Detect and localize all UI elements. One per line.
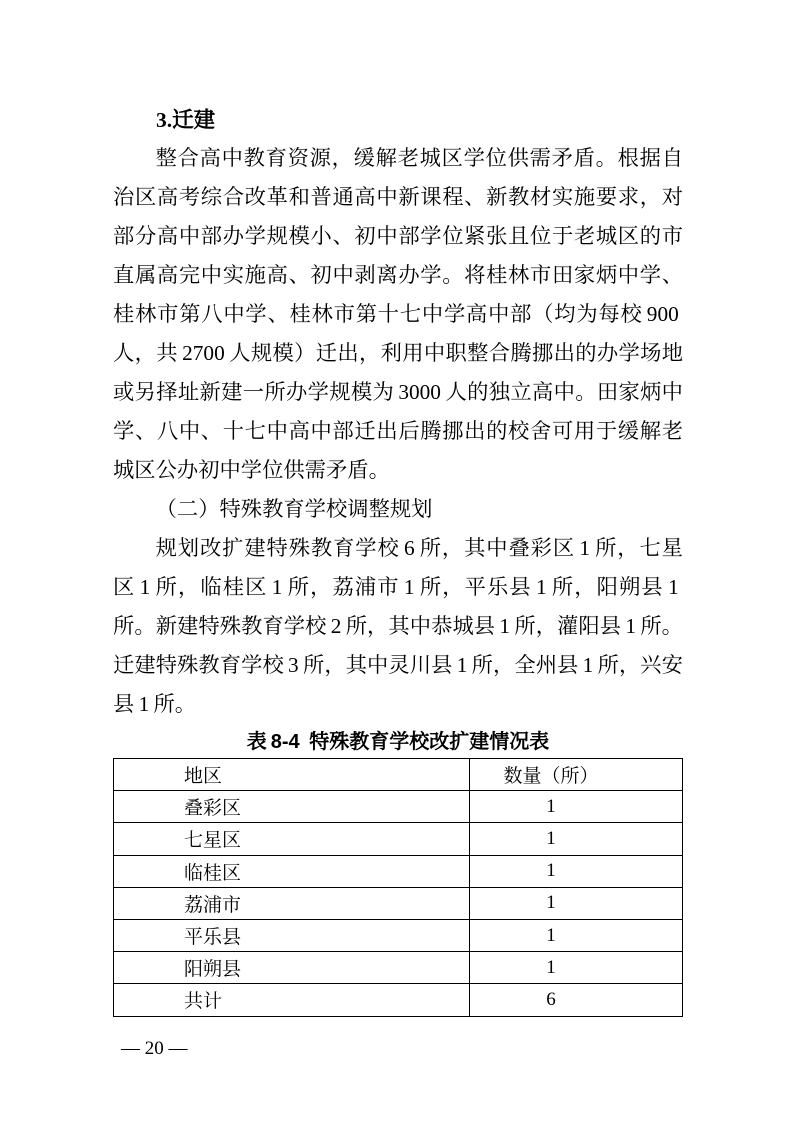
page-content — [113, 101, 683, 1017]
table-row — [114, 791, 683, 823]
page-number: — 20 — — [121, 1038, 188, 1059]
subsection-heading: （二）特殊教育学校调整规划 — [155, 497, 433, 521]
region-cell: 叠彩区 — [114, 791, 470, 823]
column-header-region: 地区 — [114, 759, 470, 791]
table-row — [114, 823, 683, 855]
column-header-count: 数量（所） — [470, 759, 683, 791]
special-education-table — [113, 758, 683, 1017]
table-row — [114, 952, 683, 984]
count-cell: 6 — [470, 984, 683, 1016]
section-heading: 3.迁建 — [156, 108, 216, 132]
count-cell: 1 — [470, 952, 683, 984]
table-row — [114, 855, 683, 887]
count-cell: 1 — [470, 823, 683, 855]
paragraph-special-education: 规划改扩建特殊教育学校 6 所，其中叠彩区 1 所，七星区 1 所，临桂区 1 所，荔浦市 1 所，平乐县 1 所，阳朔县 1所。新建特殊教育学校 2 所，其中恭城县 1 所，灌阳县 1 所。迁建特殊教育学校 3 所，其中灵川县 1 所，全州县 1 所，兴安县 1 所。 — [113, 536, 683, 716]
table-title: 表 8-4 特殊教育学校改扩建情况表 — [246, 731, 550, 753]
table-header-row — [114, 759, 683, 791]
table-row — [114, 919, 683, 951]
region-cell: 共计 — [114, 984, 470, 1016]
count-cell: 1 — [470, 855, 683, 887]
count-cell: 1 — [470, 919, 683, 951]
table-row — [114, 887, 683, 919]
table-row — [114, 984, 683, 1016]
region-cell: 临桂区 — [114, 855, 470, 887]
count-cell: 1 — [470, 791, 683, 823]
region-cell: 七星区 — [114, 823, 470, 855]
region-cell: 阳朔县 — [114, 952, 470, 984]
region-cell: 荔浦市 — [114, 887, 470, 919]
region-cell: 平乐县 — [114, 919, 470, 951]
count-cell: 1 — [470, 887, 683, 919]
paragraph-relocation: 整合高中教育资源，缓解老城区学位供需矛盾。根据自治区高考综合改革和普通高中新课程、新教材实施要求，对部分高中部办学规模小、初中部学位紧张且位于老城区的市直属高完中实施高、初中剥离办学。将桂林市田家炳中学、桂林市第八中学、桂林市第十七中学高中部（均为每校 900人，共 2700 人规模）迁出，利用中职整合腾挪出的办学场地或另择址新建一所办学规模为 3000 人的独立高中。田家炳中学、八中、十七中高中部迁出后腾挪出的校舍可用于缓解老城区公办初中学位供需矛盾。 — [113, 146, 683, 482]
